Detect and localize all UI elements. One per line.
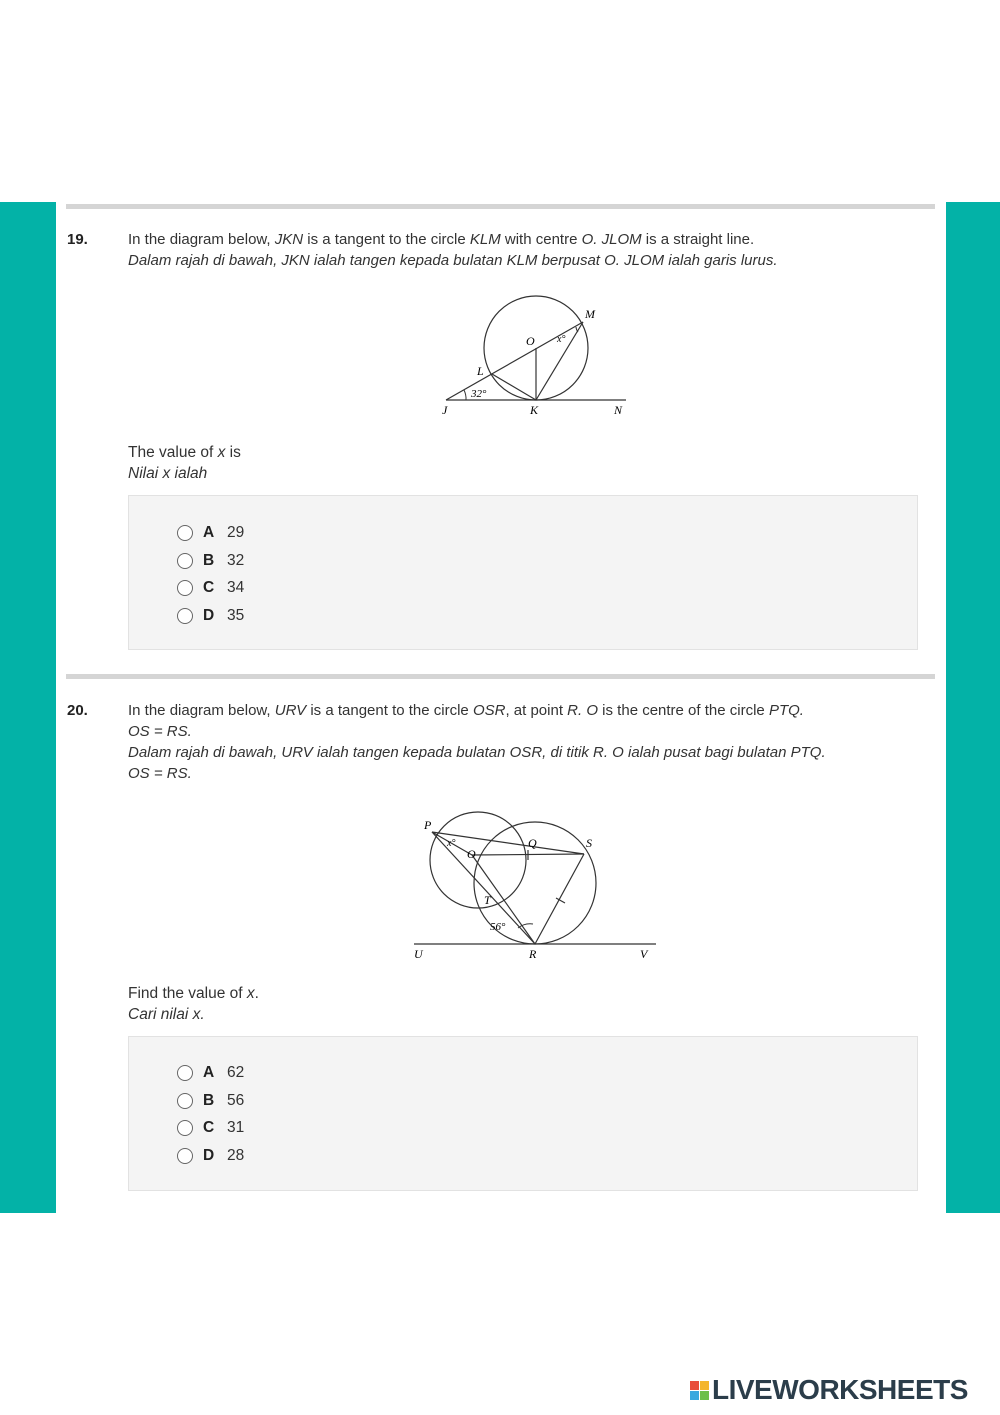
line-sr (535, 854, 584, 944)
text-run: R. O (567, 702, 599, 719)
radio-button[interactable] (177, 608, 193, 624)
radio-button[interactable] (177, 525, 193, 541)
label-v: V (640, 947, 648, 961)
angle-arc (576, 327, 578, 332)
question-number: 20. (67, 702, 88, 719)
question-text-english (128, 229, 928, 250)
text-run: JKN (274, 231, 304, 248)
question-text-malay-2: OS = RS. (128, 765, 192, 782)
option-letter: C (203, 579, 215, 596)
logo-block (690, 1391, 699, 1400)
text-run: is the centre of the circle (598, 702, 769, 719)
question-text (128, 229, 928, 271)
label-j: J (442, 403, 448, 417)
angle-arc (464, 390, 466, 400)
option-value: 29 (227, 524, 245, 541)
question-separator (66, 204, 935, 209)
chord-lk (492, 374, 536, 400)
label-t: T (484, 893, 491, 907)
text-run: The value of (128, 444, 218, 461)
label-o: O (526, 334, 535, 348)
question-prompt-malay: Nilai x ialah (128, 465, 208, 482)
option-c[interactable] (177, 577, 244, 599)
answer-options-box (128, 1036, 918, 1191)
label-l: L (477, 364, 484, 378)
option-value: 56 (227, 1092, 245, 1109)
label-q: Q (528, 836, 537, 850)
text-run: . (254, 985, 259, 1002)
circle-tangent-diagram-20 (410, 804, 662, 966)
label-m: M (585, 307, 595, 321)
text-run: OS = RS. (128, 723, 192, 740)
radio-button[interactable] (177, 580, 193, 596)
text-run: Find the value of (128, 985, 247, 1002)
radio-button[interactable] (177, 1120, 193, 1136)
label-angle: 32° (471, 388, 487, 400)
option-value: 34 (227, 579, 245, 596)
option-letter: A (203, 1064, 215, 1081)
label-r: R (529, 947, 537, 961)
text-run: is a tangent to the circle (303, 231, 470, 248)
radio-button[interactable] (177, 1148, 193, 1164)
question-text (128, 700, 928, 784)
label-n: N (614, 403, 623, 417)
text-run: O. JLOM (581, 231, 642, 248)
worksheet-content (56, 202, 946, 1213)
label-x: x° (557, 334, 566, 345)
option-value: 35 (227, 607, 245, 624)
question-prompt (128, 442, 241, 484)
label-angle: 56° (490, 921, 506, 933)
option-letter: B (203, 1092, 215, 1109)
option-letter: C (203, 1119, 215, 1136)
option-d[interactable] (177, 605, 244, 627)
text-run: x (217, 444, 226, 461)
question-prompt-english (128, 442, 241, 463)
option-b[interactable] (177, 550, 244, 572)
text-run: KLM (469, 231, 501, 248)
question-prompt (128, 983, 259, 1025)
text-run: is a straight line. (641, 231, 755, 248)
option-letter: A (203, 524, 215, 541)
text-run: OSR (472, 702, 506, 719)
radio-button[interactable] (177, 553, 193, 569)
option-d[interactable] (177, 1145, 244, 1167)
label-s: S (586, 836, 592, 850)
text-run: In the diagram below, (128, 231, 275, 248)
circle-tangent-diagram-19 (440, 292, 642, 420)
question-prompt-english (128, 983, 259, 1004)
logo-blocks-icon (690, 1381, 709, 1400)
logo-block (690, 1381, 699, 1390)
option-b[interactable] (177, 1090, 244, 1112)
text-run: In the diagram below, (128, 702, 275, 719)
label-o: O (467, 847, 476, 861)
right-accent-band (946, 202, 1000, 1213)
text-run: PTQ. (768, 702, 804, 719)
text-run: is a tangent to the circle (306, 702, 473, 719)
label-x: x° (447, 838, 456, 849)
answer-options-box (128, 495, 918, 650)
left-accent-band (0, 202, 56, 1213)
logo-block (700, 1381, 709, 1390)
option-value: 62 (227, 1064, 245, 1081)
text-run: with centre (500, 231, 582, 248)
text-run: x (246, 985, 255, 1002)
option-value: 28 (227, 1147, 245, 1164)
option-value: 32 (227, 552, 245, 569)
question-number: 19. (67, 231, 88, 248)
option-letter: B (203, 552, 215, 569)
label-k: K (530, 403, 539, 417)
question-prompt-malay: Cari nilai x. (128, 1006, 205, 1023)
radio-button[interactable] (177, 1065, 193, 1081)
text-run: is (225, 444, 241, 461)
option-a[interactable] (177, 522, 244, 544)
label-p: P (424, 818, 432, 832)
logo-text: LIVEWORKSHEETS (712, 1374, 968, 1405)
question-separator (66, 674, 935, 679)
option-c[interactable] (177, 1117, 244, 1139)
question-text-malay: Dalam rajah di bawah, JKN ialah tangen kepada bulatan KLM berpusat O. JLOM ialah garis lurus. (128, 252, 778, 269)
logo-block (700, 1391, 709, 1400)
question-text-english (128, 700, 928, 742)
option-letter: D (203, 1147, 215, 1164)
option-letter: D (203, 607, 215, 624)
option-value: 31 (227, 1119, 245, 1136)
radio-button[interactable] (177, 1093, 193, 1109)
question-text-malay: Dalam rajah di bawah, URV ialah tangen kepada bulatan OSR, di titik R. O ialah pusat bagi bulatan PTQ. (128, 744, 826, 761)
text-run: URV (274, 702, 307, 719)
liveworksheets-logo (690, 1374, 968, 1406)
text-run: , at point (505, 702, 568, 719)
label-u: U (414, 947, 423, 961)
option-a[interactable] (177, 1062, 244, 1084)
